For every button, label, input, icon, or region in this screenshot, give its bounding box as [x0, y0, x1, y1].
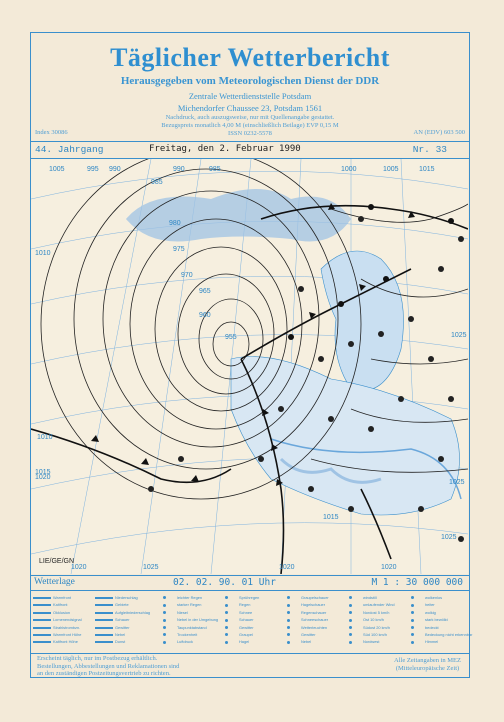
legend-item: Nebel [95, 631, 149, 638]
legend-item: windstill [343, 594, 397, 601]
isobar-label: 1010 [37, 434, 53, 441]
an-code: AN (EDV) 603 500 [413, 129, 465, 136]
legend-column [219, 594, 273, 646]
isobar-label: 980 [169, 220, 181, 227]
legend-item: Kaltfront [33, 601, 87, 608]
legend-item: Niederschlag [95, 594, 149, 601]
legend-item: Warmfront [33, 594, 87, 601]
legend-item: wolkenlos [405, 594, 459, 601]
isobar-label: 1000 [341, 166, 357, 173]
isobar-label: 1025 [449, 479, 465, 486]
legend-item: Warmfront Höhe [33, 631, 87, 638]
legend-item: Strahlstrombzn. [33, 624, 87, 631]
legend-item: Nebel [281, 638, 335, 645]
legend-item: Lomenendsignal [33, 616, 87, 623]
legend-item: Okklusion [33, 609, 87, 616]
legend-item: Sprühregen [219, 594, 273, 601]
legend-item: wolkig [405, 609, 459, 616]
legend-item: stark bewölkt [405, 616, 459, 623]
wetterlage-bar [31, 575, 469, 590]
footer-line: Erscheint täglich, nur im Postbezug erhältlich. [37, 655, 158, 662]
legend-column [281, 594, 335, 646]
legend-item: Südost 20 km/h [343, 624, 397, 631]
legend-item: Schneeschauer [281, 616, 335, 623]
footer-line: Alle Zeitangaben in MEZ [394, 657, 461, 664]
legend-item: Himmel [405, 638, 459, 645]
isobar-label: 1020 [35, 474, 51, 481]
issue-date: Freitag, den 2. Februar 1990 [149, 144, 301, 154]
legend-item: Graupelschauer [281, 594, 335, 601]
legend-item: Süd 100 km/h [343, 631, 397, 638]
legend-item: Schnee [219, 609, 273, 616]
isobar-label: 1025 [143, 564, 159, 571]
observation-time: 02. 02. 90. 01 Uhr [173, 577, 276, 588]
legend-item: Nordost 5 km/h [343, 609, 397, 616]
legend-column [405, 594, 473, 646]
legend-item: Wetterleuchten [281, 624, 335, 631]
isobar-label: 1020 [279, 564, 295, 571]
isobar-label: 1020 [381, 564, 397, 571]
index-number: Index 30086 [35, 129, 68, 136]
isobar-label: 1025 [451, 332, 467, 339]
legend-item: heiter [405, 601, 459, 608]
isobar-label: 965 [199, 288, 211, 295]
legend-item: Gewitter [95, 624, 149, 631]
isobar-label: 1020 [71, 564, 87, 571]
legend-column [95, 594, 149, 646]
legend-item: Schauer [95, 616, 149, 623]
weather-report-sheet [30, 32, 473, 678]
isobar-label: 975 [173, 246, 185, 253]
legend-item: Nordwest [343, 638, 397, 645]
legend-item: Ost 10 km/h [343, 616, 397, 623]
legend-item: Regenschauer [281, 609, 335, 616]
legend [31, 590, 473, 654]
issue-header [31, 141, 469, 159]
weather-map [31, 159, 468, 574]
price-line: Bezugspreis monatlich 4,00 M (einschließlich Beilage) EVP 0,15 M [161, 122, 339, 129]
subscription-note [37, 655, 179, 678]
time-zone-note [394, 657, 461, 672]
jahrgang: 44. Jahrgang [35, 144, 104, 155]
isobar-label: 1015 [419, 166, 435, 173]
legend-item: Regen [219, 601, 273, 608]
legend-item: Gebiete [95, 601, 149, 608]
footer-line: Bestellungen, Abbestellungen und Reklamationen sind [37, 662, 180, 670]
legend-item: Niesel [157, 609, 211, 616]
legend-item: Luftdruck [157, 638, 211, 645]
isobar-label: 1025 [441, 534, 457, 541]
legend-column [343, 594, 397, 646]
legend-item: Bedeckung nicht erkennbar [405, 631, 459, 638]
legend-item: Dunst [95, 638, 149, 645]
isobar-label: 995 [87, 166, 99, 173]
office-line: Zentrale Wetterdienststelle Potsdam [188, 91, 312, 101]
legend-item: bedeckt [405, 624, 459, 631]
issue-number: Nr. 33 [412, 144, 447, 155]
legend-item: Hagel [219, 638, 273, 645]
isobar-label: 970 [181, 272, 193, 279]
legend-item: Hagelschauer [281, 601, 335, 608]
isobar-label: 1010 [35, 250, 51, 257]
wetterlage-label: Wetterlage [34, 577, 75, 587]
legend-item: Aufgleitniederschlag [95, 609, 149, 616]
isobar-label: 985 [209, 166, 221, 173]
legend-item: Gewitter [281, 631, 335, 638]
report-title: Täglicher Wetterbericht [110, 43, 390, 72]
footer-line: an den zuständigen Postzeitungsvertrieb zu richten. [37, 670, 171, 677]
isobar-label: 1015 [35, 469, 51, 476]
legend-item: leichter Regen [157, 594, 211, 601]
map-corner-label: LIE/GE/GN [39, 558, 75, 565]
legend-column [33, 594, 87, 646]
legend-item: umlaufender Wind [343, 601, 397, 608]
map-scale: M 1 : 30 000 000 [371, 577, 463, 588]
legend-item: Schauer [219, 616, 273, 623]
footer-line: (Mitteleuropäische Zeit) [395, 664, 460, 672]
issn-line: ISSN 0232-5578 [228, 130, 272, 137]
legend-item: Taupunktabstand [157, 624, 211, 631]
legend-item: Nebel in der Umgebung [157, 616, 211, 623]
legend-column [157, 594, 219, 646]
isobar-label: 955 [225, 334, 237, 341]
legend-item: Kaltfront Höhe [33, 638, 87, 645]
isobar-label: 1015 [323, 514, 339, 521]
legend-item: Gewitter [219, 624, 273, 631]
address-line: Michendorfer Chaussee 23, Potsdam 1561 [177, 103, 323, 113]
legend-item: starker Regen [157, 601, 211, 608]
legend-item: Trockenheit [157, 631, 211, 638]
isobar-label: 1005 [383, 166, 399, 173]
isobar-label: 1005 [49, 166, 65, 173]
isobar-label: 990 [173, 166, 185, 173]
isobar-label: 985 [151, 179, 163, 186]
isobar-label: 990 [109, 166, 121, 173]
reprint-note: Nachdruck, auch auszugsweise, nur mit Quellenangabe gestattet. [165, 114, 335, 121]
publisher-line: Herausgegeben vom Meteorologischen Dienst der DDR [120, 75, 380, 87]
isobar-label: 960 [199, 312, 211, 319]
legend-item: Graupel [219, 631, 273, 638]
